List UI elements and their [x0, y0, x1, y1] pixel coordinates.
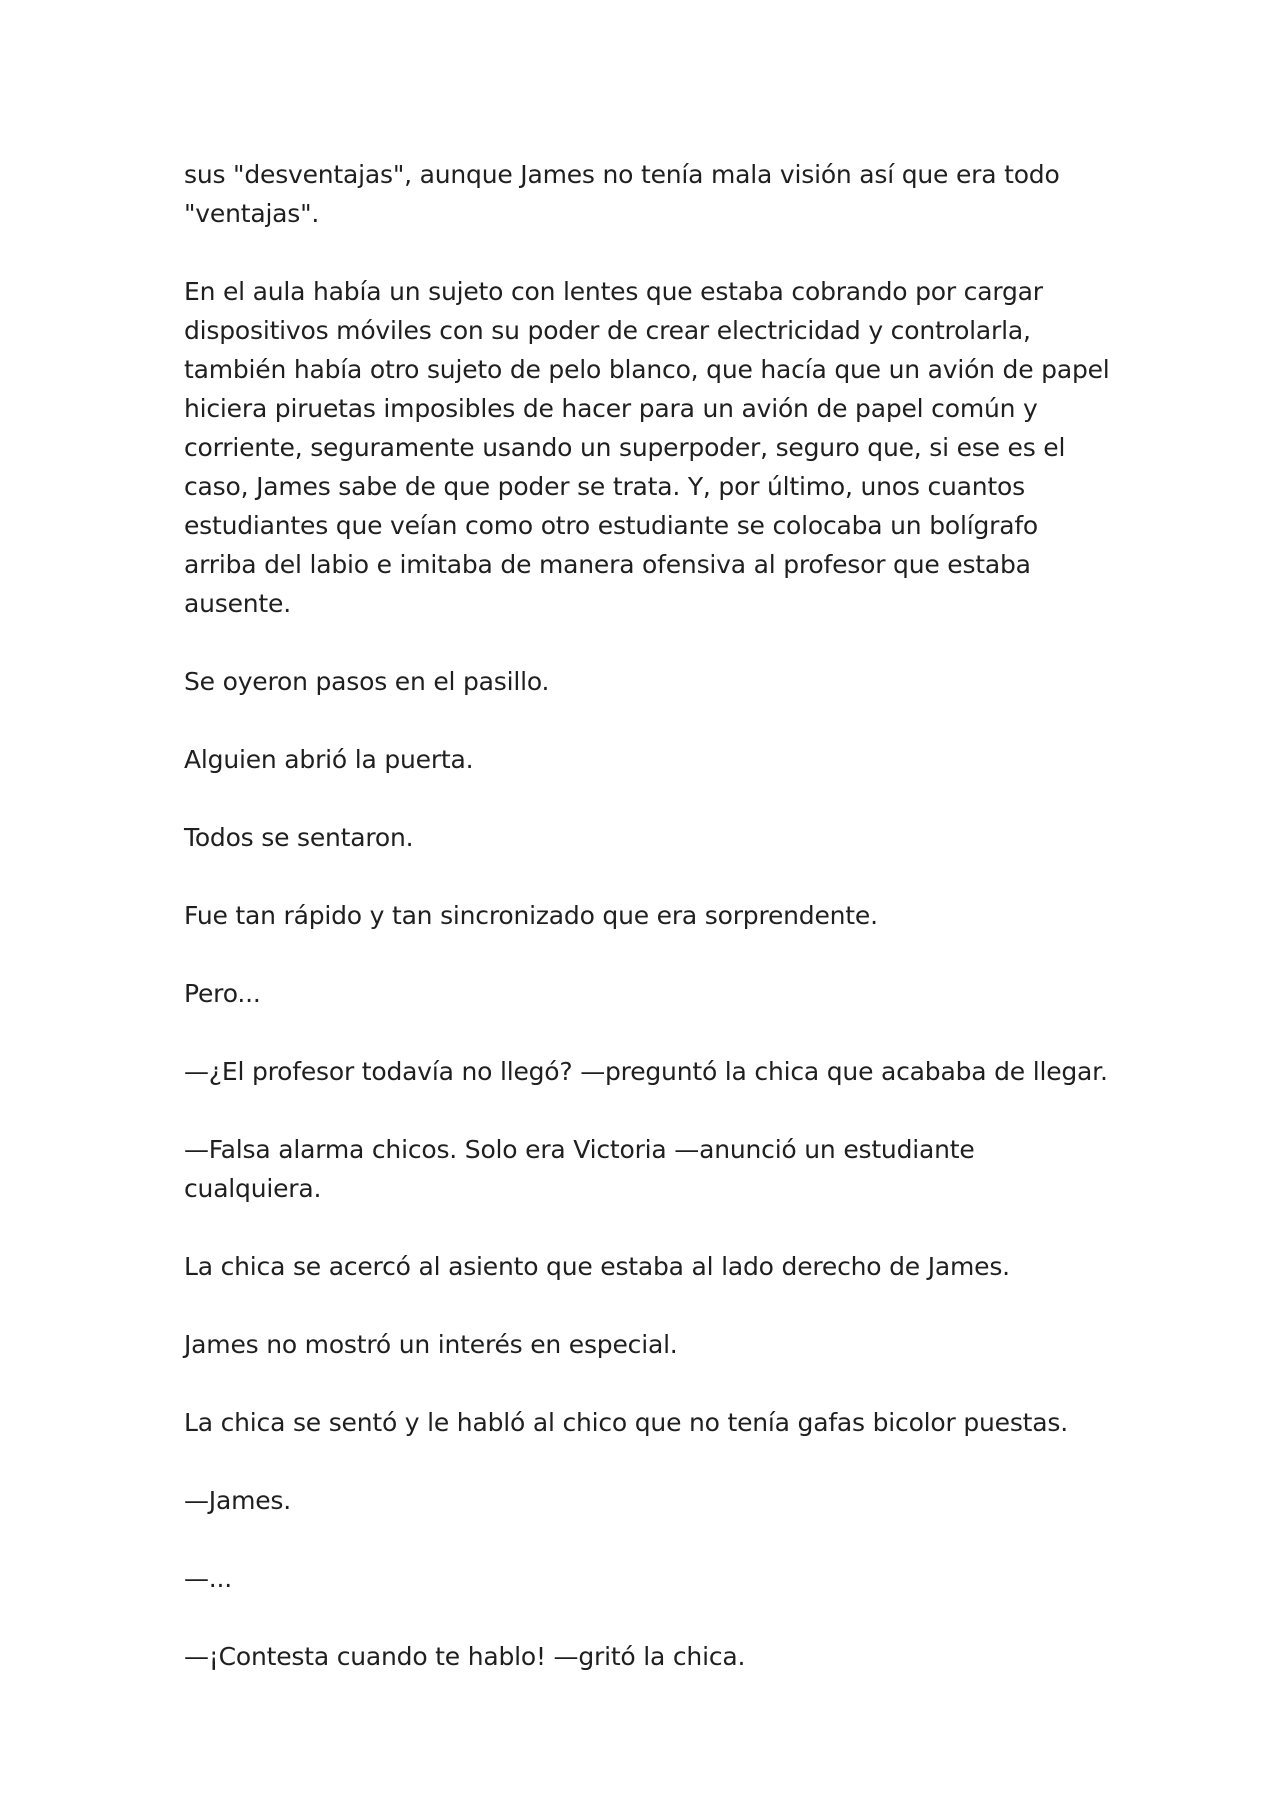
paragraph: James no mostró un interés en especial. [184, 1330, 678, 1359]
paragraph: Todos se sentaron. [184, 823, 414, 852]
dialogue-paragraph: —James. [184, 1486, 291, 1515]
paragraph: Alguien abrió la puerta. [184, 745, 474, 774]
paragraph: Se oyeron pasos en el pasillo. [184, 667, 550, 696]
dialogue-paragraph: —Falsa alarma chicos. Solo era Victoria —anunció un estudiante cualquiera. [184, 1135, 975, 1203]
dialogue-paragraph: —... [184, 1564, 233, 1593]
paragraph: En el aula había un sujeto con lentes que estaba cobrando por cargar dispositivos móviles con su poder de crear electricidad y controlarla, también había otro sujeto de pelo blanco, que hacía que un avión de papel hiciera piruetas imposibles de hacer para un avión de papel común y corriente, seguramente usando un superpoder, seguro que, si ese es el caso, James sabe de que poder se trata. Y, por último, unos cuantos estudiantes que veían como otro estudiante se colocaba un bolígrafo arriba del labio e imitaba de manera ofensiva al profesor que estaba ausente. [184, 277, 1110, 618]
body-text [184, 155, 1114, 1676]
paragraph: La chica se acercó al asiento que estaba al lado derecho de James. [184, 1252, 1010, 1281]
dialogue-paragraph: —¿El profesor todavía no llegó? —preguntó la chica que acababa de llegar. [184, 1057, 1108, 1086]
dialogue-paragraph: —¡Contesta cuando te hablo! —gritó la chica. [184, 1642, 746, 1671]
paragraph: Pero... [184, 979, 261, 1008]
paragraph: La chica se sentó y le habló al chico que no tenía gafas bicolor puestas. [184, 1408, 1068, 1437]
paragraph: sus "desventajas", aunque James no tenía mala visión así que era todo "ventajas". [184, 160, 1060, 228]
paragraph: Fue tan rápido y tan sincronizado que era sorprendente. [184, 901, 878, 930]
